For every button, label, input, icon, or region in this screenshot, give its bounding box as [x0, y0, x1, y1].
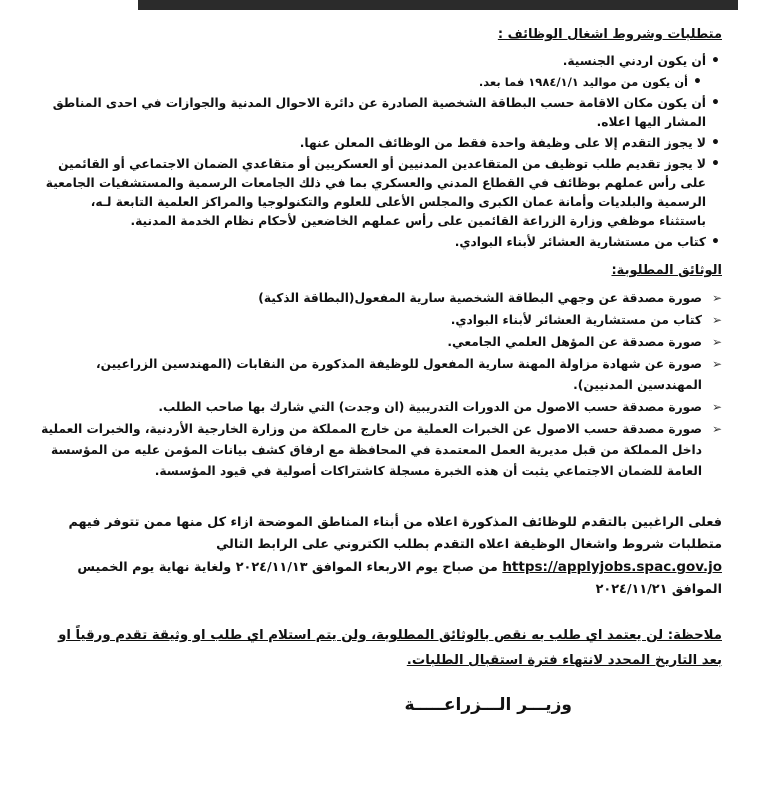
documents-heading: الوثائق المطلوبة: [611, 263, 722, 278]
document-item: ➢ صورة عن شهادة مزاولة المهنة سارية المفعول للوظيفة المذكورة من النقابات (المهندسين الزراعيين، المهندسين المدنيين). [40, 354, 722, 396]
requirement-item: • أن يكون مكان الاقامة حسب البطاقة الشخصية الصادرة عن دائرة الاحوال المدنية والجوازات في احدى المناطق المشار اليها اعلاه. [40, 94, 722, 132]
document-item: ➢ كتاب من مستشارية العشائر لأبناء البوادي. [40, 310, 722, 331]
document-item: ➢ صورة مصدقة حسب الاصول من الدورات التدريبية (ان وجدت) التي شارك بها صاحب الطلب. [40, 397, 722, 418]
announcement-page [40, 26, 722, 715]
application-paragraph [40, 512, 722, 601]
requirement-item: • أن يكون من مواليد ١٩٨٤/١/١ فما بعد. [40, 73, 722, 92]
application-text: فعلى الراغبين بالتقدم للوظائف المذكورة اعلاه من أبناء المناطق الموضحة ازاء كل منها ممن تتوفر فيهم متطلبات شروط واشغال الوظيفة اعلاه التقدم بطلب الكتروني على الرابط التالي [68, 515, 722, 552]
document-item: ➢ صورة مصدقة عن وجهي البطاقة الشخصية سارية المفعول(البطاقة الذكية) [40, 288, 722, 309]
requirement-item: • كتاب من مستشارية العشائر لأبناء البوادي. [40, 233, 722, 252]
application-dates: من صباح يوم الاربعاء الموافق ٢٠٢٤/١١/١٣ ولغاية نهاية يوم الخميس الموافق ٢٠٢٤/١١/٢١ [77, 560, 722, 597]
top-edge-strip [138, 0, 738, 10]
requirement-item: • لا يجوز تقديم طلب توظيف من المتقاعدين المدنيين أو العسكريين أو متقاعدي الضمان الاجتماعي أو القائمين على رأس عملهم بوظائف في القطاع المدني والعسكري بما في ذلك الجامعات الرسمية والمستشفيات الجامعية الرسمية والبلديات وأمانة عمان الكبرى والمجلس الأعلى للعلوم والتكنولوجيا والمراكز العلمية التابعة لـه، باستثناء موظفي وزارة الزراعة القائمين على رأس عملهم الخاضعين لأحكام نظام الخدمة المدنية. [40, 155, 722, 231]
requirements-heading: متطلبات وشروط اشغال الوظائف : [497, 27, 722, 42]
documents-list [40, 288, 722, 482]
note: ملاحظة: لن يعتمد اي طلب به نقص بالوثائق المطلوبة، ولن يتم استلام اي طلب او وثيقة تقدم ورقياً او بعد التاريخ المحدد لانتهاء فترة استقبال الطلبات. [58, 628, 722, 668]
signature: وزيـــر الـــزراعـــــة [404, 695, 572, 715]
apply-link[interactable]: https://applyjobs.spac.gov.jo [502, 559, 722, 575]
document-item: ➢ صورة مصدقة حسب الاصول عن الخبرات العملية من خارج المملكة من وزارة الخارجية الأردنية، والخبرات العملية داخل المملكة من قبل مديرية العمل المعتمدة في المحافظة مع ارفاق كشف بيانات المؤمن عليه من المؤسسة العامة للضمان الاجتماعي يثبت أن هذه الخبرة مسجلة كاشتراكات أصولية في قيود المؤسسة. [40, 419, 722, 482]
requirement-item: • لا يجوز التقدم إلا على وظيفة واحدة فقط من الوظائف المعلن عنها. [40, 134, 722, 153]
requirement-item: • أن يكون اردني الجنسية. [40, 52, 722, 71]
requirements-list [40, 52, 722, 252]
document-item: ➢ صورة مصدقة عن المؤهل العلمي الجامعي. [40, 332, 722, 353]
